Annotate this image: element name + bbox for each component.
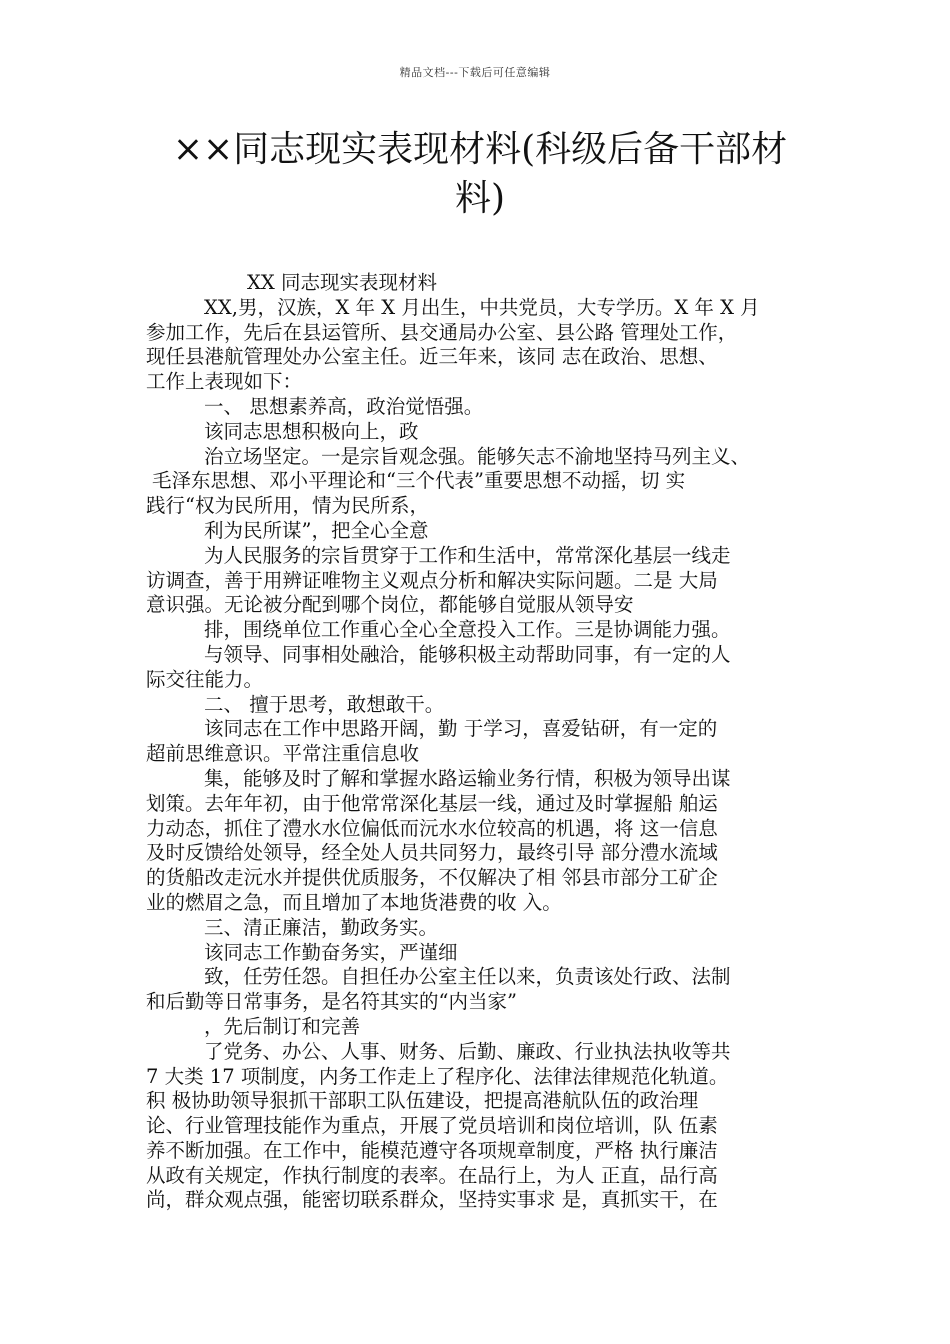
document-body: [146, 271, 814, 1213]
body-line: 该同志在工作中思路开阔，勤 于学习，喜爱钻研，有一定的: [204, 717, 718, 741]
body-line: 致，任劳任怨。自担任办公室主任以来，负责该处行政、法制: [204, 965, 731, 989]
body-line: 毛泽东思想、邓小平理论和“三个代表”重要思想不动摇，切 实: [152, 469, 686, 493]
body-line: 7 大类 17 项制度，内务工作走上了程序化、法律法律规范化轨道。: [146, 1064, 729, 1088]
body-line: 了党务、办公、人事、财务、后勤、廉政、行业执法执收等共: [204, 1039, 731, 1063]
body-line: XX 同志现实表现材料: [247, 271, 437, 294]
body-line: 业的燃眉之急，而且增加了本地货港费的收 入。: [146, 890, 562, 914]
body-line: 该同志思想积极向上，政: [204, 419, 419, 443]
title-line-2: 料): [454, 178, 506, 219]
body-line: 与领导、同事相处融洽，能够积极主动帮助同事，有一定的人: [204, 642, 731, 666]
body-line: 从政有关规定，作执行制度的表率。在品行上，为人 正直，品行高: [146, 1163, 718, 1187]
body-line: 积 极协助领导狠抓干部职工队伍建设，把提高港航队伍的政治理: [146, 1089, 699, 1113]
body-line: 三、清正廉洁，勤政务实。: [204, 915, 439, 939]
body-line: 工作上表现如下：: [146, 370, 303, 394]
title-line-1: ××同志现实表现材料(科级后备干部材: [172, 129, 788, 170]
body-line: 为人民服务的宗旨贯穿于工作和生活中，常常深化基层一线走: [204, 543, 731, 567]
body-line: 力动态，抓住了澧水水位偏低而沅水水位较高的机遇，将 这一信息: [146, 816, 718, 840]
body-line: 论、行业管理技能作为重点，开展了党员培训和岗位培训，队 伍素: [146, 1114, 718, 1138]
body-line: 排，围绕单位工作重心全心全意投入工作。三是协调能力强。: [204, 618, 731, 642]
body-line: 二、 擅于思考，敢想敢干。: [204, 692, 445, 716]
body-line: 尚，群众观点强，能密切联系群众，坚持实事求 是，真抓实干，在: [146, 1188, 718, 1212]
body-line: 际交往能力。: [146, 667, 264, 691]
body-line: 参加工作，先后在县运管所、县交通局办公室、县公路 管理处工作，: [146, 320, 738, 344]
body-line: 集，能够及时了解和掌握水路运输业务行情，积极为领导出谋: [204, 766, 731, 790]
body-line: 意识强。无论被分配到哪个岗位，都能够自觉服从领导安: [146, 593, 634, 617]
body-line: 及时反馈给处领导，经全处人员共同努力，最终引导 部分澧水流域: [146, 841, 718, 865]
body-line: 现任县港航管理处办公室主任。近三年来，该同 志在政治、思想、: [146, 345, 718, 369]
body-line: 该同志工作勤奋务实，严谨细: [204, 940, 458, 964]
body-line: XX,男，汉族，X 年 X 月出生，中共党员，大专学历。X 年 X 月: [204, 295, 760, 319]
body-line: 超前思维意识。平常注重信息收: [146, 742, 420, 766]
body-line: 访调查，善于用辨证唯物主义观点分析和解决实际问题。二是 大局: [146, 568, 718, 592]
body-line: 利为民所谋”，把全心全意: [204, 518, 429, 542]
body-line: 一、 思想素养高，政治觉悟强。: [204, 394, 484, 418]
document-title: [150, 125, 810, 223]
body-line: 养不断加强。在工作中，能模范遵守各项规章制度，严格 执行廉洁: [146, 1138, 718, 1162]
body-line: 的货船改走沅水并提供优质服务，不仅解决了相 邻县市部分工矿企: [146, 866, 718, 890]
header-note: 精品文档---下载后可任意编辑: [399, 66, 551, 79]
body-line: 和后勤等日常事务，是名符其实的“内当家”: [146, 990, 517, 1014]
body-line: 治立场坚定。一是宗旨观念强。能够矢志不渝地坚持马列主义、: [204, 444, 751, 468]
body-line: ，先后制订和完善: [204, 1014, 361, 1038]
body-line: 践行“权为民所用，情为民所系，: [146, 494, 429, 518]
body-line: 划策。去年年初，由于他常常深化基层一线，通过及时掌握船 舶运: [146, 791, 718, 815]
